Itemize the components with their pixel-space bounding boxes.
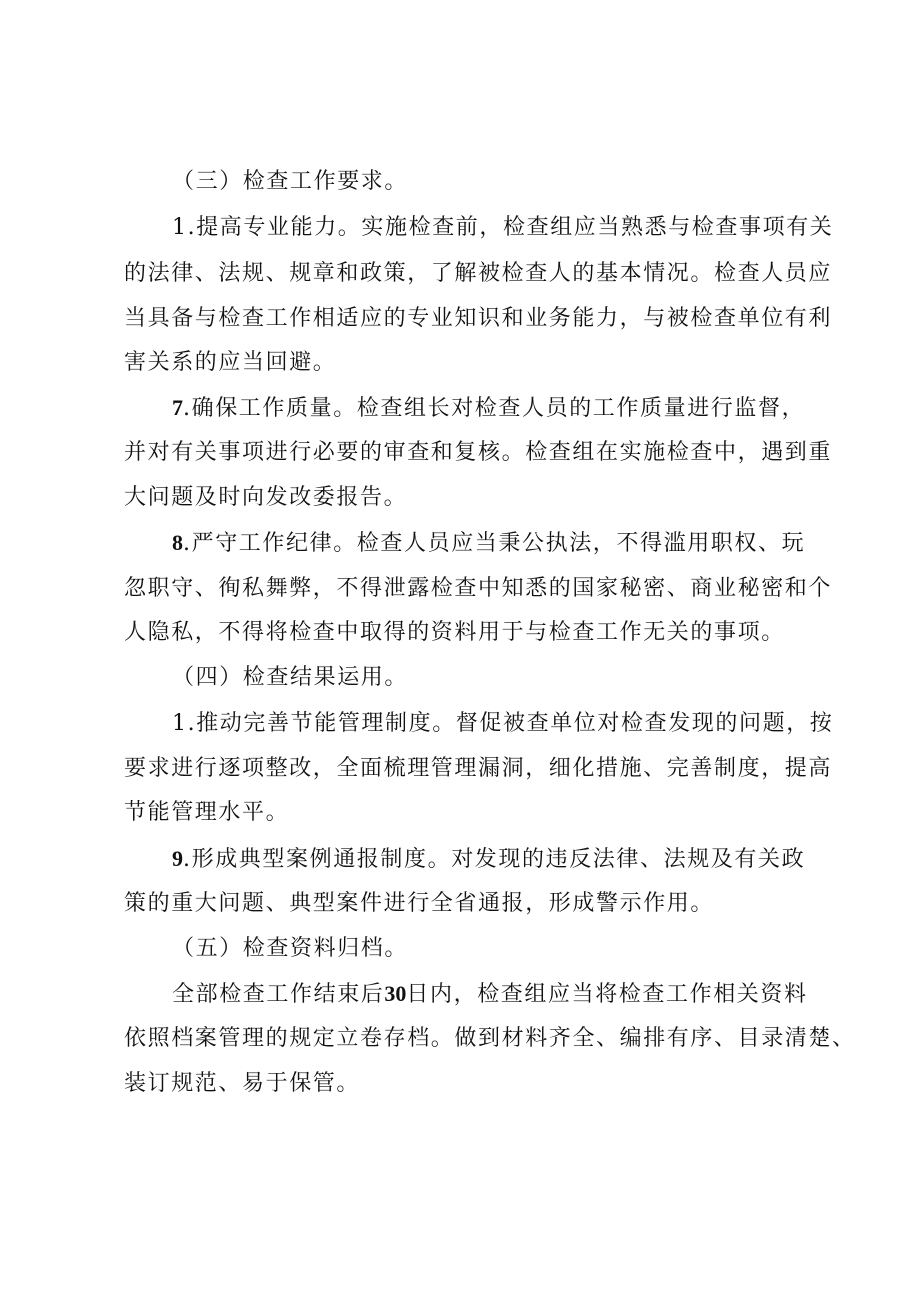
- item-8-line-2: 忽职守、徇私舞弊，不得泄露检查中知悉的国家秘密、商业秘密和个: [124, 576, 833, 601]
- item-1-line-1: 1.提高专业能力。实施检查前，检查组应当熟悉与检查事项有关: [172, 215, 834, 240]
- item-7-line-3: 大问题及时向发改委报告。: [124, 485, 408, 510]
- section-5-heading: （五）检查资料归档。: [172, 936, 409, 961]
- archive-para-post: 日内，检查组应当将检查工作相关资料: [406, 982, 808, 1007]
- section-3-heading: （三）检查工作要求。: [172, 169, 409, 194]
- archive-para-pre: 全部检查工作结束后: [172, 982, 385, 1007]
- item-1-line-2: 的法律、法规、规章和政策，了解被检查人的基本情况。检查人员应: [124, 261, 833, 286]
- item-7-line-1: [172, 391, 806, 425]
- item-8-number: 8: [172, 530, 183, 555]
- item-8-line-1: [172, 526, 806, 560]
- item-4-1-line-3: 节能管理水平。: [124, 800, 290, 825]
- item-9-number: 9: [172, 846, 183, 871]
- section-4-heading: （四）检查结果运用。: [172, 665, 409, 690]
- item-9-line-1: [172, 842, 806, 876]
- archive-days-number: 30: [384, 981, 407, 1006]
- item-4-1-line-2: 要求进行逐项整改，全面梳理管理漏洞，细化措施、完善制度，提高: [124, 756, 833, 781]
- item-4-1-line-1: 1.推动完善节能管理制度。督促被查单位对检查发现的问题，按: [172, 711, 834, 736]
- item-8-line-3: 人隐私，不得将检查中取得的资料用于与检查工作无关的事项。: [124, 620, 785, 645]
- item-7-number: 7: [172, 395, 183, 420]
- item-1-line-4: 害关系的应当回避。: [124, 350, 337, 375]
- item-9-line-2: 策的重大问题、典型案件进行全省通报，形成警示作用。: [124, 891, 715, 916]
- archive-para-line-3: 装订规范、易于保管。: [124, 1071, 361, 1096]
- item-7-line-2: 并对有关事项进行必要的审查和复核。检查组在实施检查中，遇到重: [124, 440, 833, 465]
- item-1-line-3: 当具备与检查工作相适应的专业知识和业务能力，与被检查单位有利: [124, 306, 833, 331]
- item-8-text: .严守工作纪律。检查人员应当秉公执法，不得滥用职权、玩: [183, 531, 806, 556]
- archive-para-line-2: 依照档案管理的规定立卷存档。做到材料齐全、编排有序、目录清楚、: [124, 1026, 856, 1051]
- item-7-text: .确保工作质量。检查组长对检查人员的工作质量进行监督，: [183, 396, 806, 421]
- archive-para-line-1: [172, 977, 848, 1011]
- item-9-text: .形成典型案例通报制度。对发现的违反法律、法规及有关政: [183, 847, 806, 872]
